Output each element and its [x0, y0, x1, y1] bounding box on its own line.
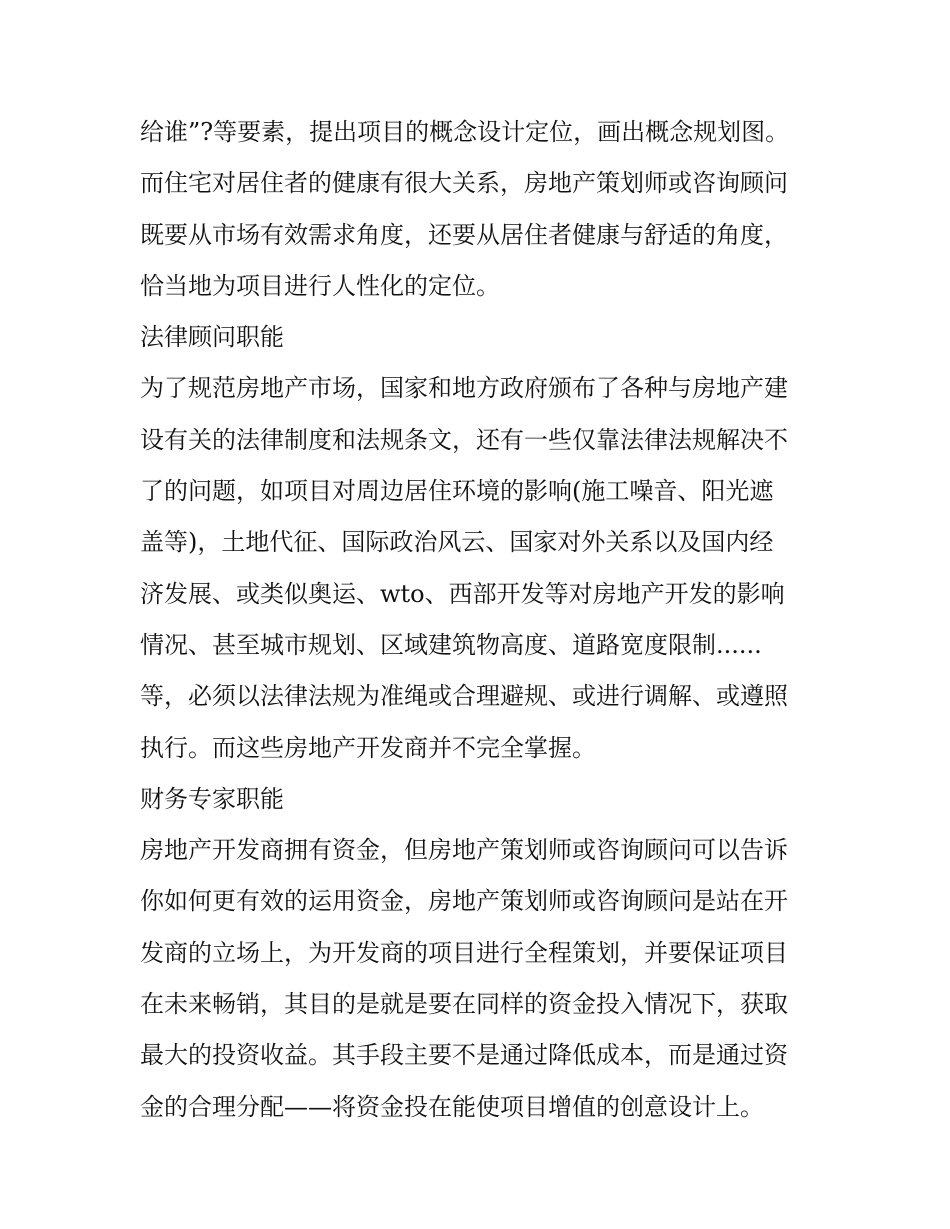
text-line: 金的合理分配——将资金投在能使项目增值的创意设计上。 — [140, 1092, 764, 1121]
text-line: 了的问题，如项目对周边居住环境的影响(施工噪音、阳光遮 — [140, 477, 774, 506]
text-line: 情况、甚至城市规划、区域建筑物高度、道路宽度限制...... — [140, 630, 762, 659]
text-line: 发商的立场上，为开发商的项目进行全程策划，并要保证项目 — [140, 938, 788, 967]
text-line: 等，必须以法律法规为准绳或合理避规、或进行调解、或遵照 — [140, 682, 788, 711]
text-line: 你如何更有效的运用资金，房地产策划师或咨询顾问是站在开 — [140, 887, 788, 916]
text-line: 济发展、或类似奥运、wto、西部开发等对房地产开发的影响 — [140, 579, 785, 608]
document-body — [140, 107, 820, 1133]
text-line: 为了规范房地产市场，国家和地方政府颁布了各种与房地产建 — [140, 374, 788, 403]
text-line: 最大的投资收益。其手段主要不是通过降低成本，而是通过资 — [140, 1041, 788, 1070]
text-line: 设有关的法律制度和法规条文，还有一些仅靠法律法规解决不 — [140, 425, 788, 454]
section-heading-finance-expert: 财务专家职能 — [140, 784, 284, 813]
text-line: 既要从市场有效需求角度，还要从居住者健康与舒适的角度， — [140, 220, 788, 249]
section-heading-legal-advisor: 法律顾问职能 — [140, 323, 284, 352]
text-line: 而住宅对居住者的健康有很大关系，房地产策划师或咨询顾问 — [140, 169, 788, 198]
text-line: 在未来畅销，其目的是就是要在同样的资金投入情况下，获取 — [140, 990, 788, 1019]
text-line: 盖等)，土地代征、国际政治风云、国家对外关系以及国内经 — [140, 528, 774, 557]
text-line: 房地产开发商拥有资金，但房地产策划师或咨询顾问可以告诉 — [140, 836, 788, 865]
text-line: 恰当地为项目进行人性化的定位。 — [140, 271, 500, 300]
text-line: 执行。而这些房地产开发商并不完全掌握。 — [140, 733, 596, 762]
text-line: 给谁”?等要素，提出项目的概念设计定位，画出概念规划图。 — [140, 118, 790, 146]
